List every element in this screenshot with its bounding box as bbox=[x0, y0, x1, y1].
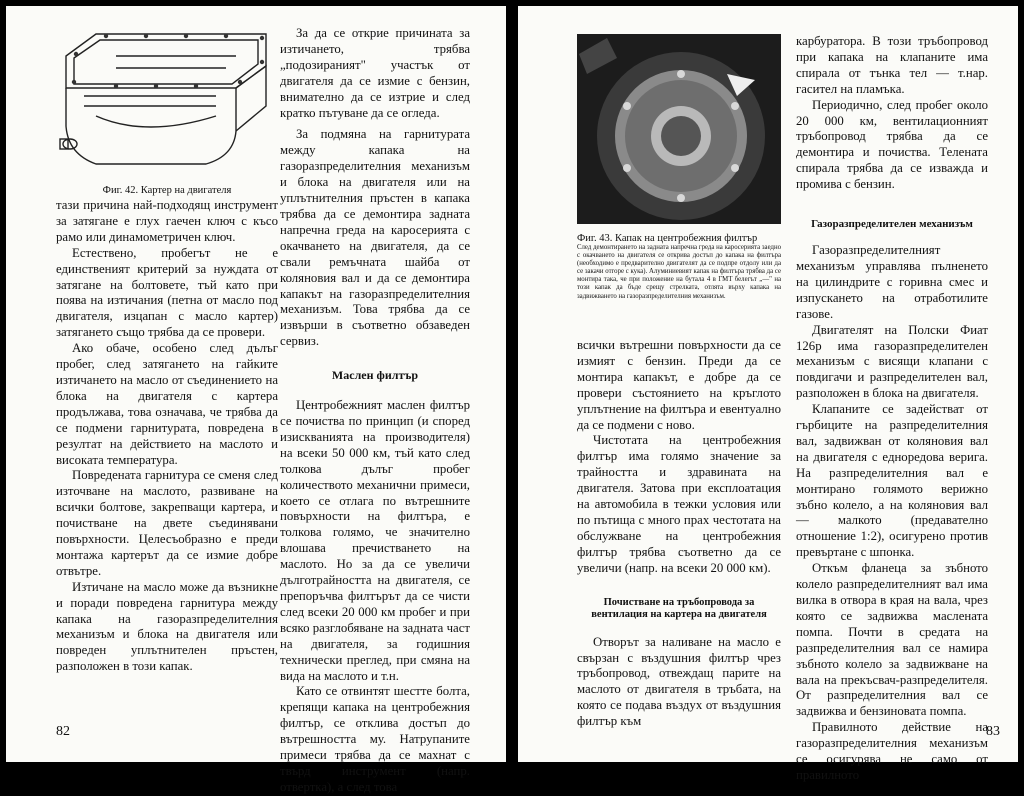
paragraph: Центробежният маслен филтър се почиства по принцип (и според изискванията на производителя) на всеки 50 000 км, тъй като след толкова дълъг пробег количеството механични примеси, което се отлага по вътрешните повърхности на филтъра, е толкова голямо, че значително влошава пречистването на маслото. Но за да се увеличи дълготрайността на двигателя, се препоръчва филтърът да се чисти след всеки 20 000 км пробег и при всяко разглобяване на задната част на двигателя, за годишния технически преглед, при смяна на вида на маслото и т.н. bbox=[280, 398, 470, 683]
oil-pan-illustration bbox=[56, 26, 278, 176]
paragraph: Като се отвинтят шестте болта, крепящи капака на центробежния филтър, се отклива достъп до вътрешността му. Натрупаните примеси трябва да се махнат с твърд инструмент (напр. отвертка), а след това bbox=[280, 684, 470, 794]
paragraph: Повредената гарнитура се сменя след източване на маслото, развиване на всички болтове, закрепващи картера, и почистване на двете съединявани повърхности. Целесъобразно е преди монтажа картерът да се измие добре отвътре. bbox=[56, 468, 278, 578]
paragraph: Ако обаче, особено след дълъг пробег, след затягането на гайките изтичането на масло от съединението на блока на двигателя с картера продължава, това означава, че трябва да се подмени гарнитурата, повредена в резултат на действието на маслото и високата температура. bbox=[56, 341, 278, 467]
figure-43-caption-body: След демонтирането на задната напречна греда на каросерията заедно с окачването на двигателя се открива достъп до капака на филтъра (необходимо е предварително двигателят да се подпре отдолу или да се закачи отгоре с кука). Алуминиевият капак на филтъра трябва да се монтира така, че при положение на бутала 4 в ГМТ белегът „—" на този капак да бъде срещу стрелката, отлята върху капака на задвижването на газоразпределителния механизъм. bbox=[577, 244, 781, 300]
paragraph: карбуратора. В този тръбопровод при капака на клапаните има спирала от тънка тел — т.нар. гасител на пламъка. bbox=[796, 34, 988, 96]
paragraph: За да се открие причината за изтичането, трябва „подозираният" участък от двигателя да се измие с бензин, внимателно да се изтрие и след кратко пътуване да се огледа. bbox=[280, 26, 470, 120]
figure-43-caption-title: Фиг. 43. Капак на центробежния филтър bbox=[577, 233, 758, 244]
section-heading-oil-filter: Маслен филтър bbox=[331, 368, 419, 383]
right-column-1 bbox=[577, 338, 781, 730]
paragraph: тази причина най-подходящ инструмент за затягане е глух гаечен ключ с късо рамо или динамометричен ключ. bbox=[56, 198, 278, 244]
paragraph: Газоразпределителният механизъм управлява пълненето на цилиндрите с горивна смес и изпускането на отработилите газове. bbox=[796, 243, 988, 321]
right-page bbox=[518, 6, 1018, 782]
left-page bbox=[6, 6, 506, 794]
paragraph: Отворът за наливане на масло е свързан с въздушния филтър чрез тръбопровод, отвеждащ парите на маслото от двигателя в тръбата, на която се подава въздух от въздушния филтър към bbox=[577, 634, 781, 729]
paragraph: Изтичане на масло може да възникне и поради повредена гарнитура между капака на газоразпределителния механизъм и блока на двигателя или повреден уплътнителен пръстен, разположен в този капак. bbox=[56, 579, 278, 674]
paragraph: Чистотата на центробежния филтър има голямо значение за трайността и здравината на двигателя. Затова при експлоатация на автомобила в тежки условия или по пътища с много прах честотата на обслужване на центробежния филтър трябва съответно да се увеличи (напр. на всеки 20 000 км). bbox=[577, 433, 781, 575]
paragraph: Периодично, след пробег около 20 000 км, вентилационният тръбопровод трябва да се демонтира и почиства. Телената спирала трябва да се изважда и промива с бензин. bbox=[796, 97, 988, 192]
page-number: 83 bbox=[986, 724, 1000, 739]
paragraph: Двигателят на Полски Фиат 126р има газоразпределителен механизъм с висящи клапани с повдигачи и разпределителен вал, разположен в блока на двигателя. bbox=[796, 322, 988, 401]
filter-cover-photo bbox=[577, 34, 781, 224]
figure-43-filter-cover bbox=[577, 34, 781, 301]
paragraph: Откъм фланеца за зъбното колело разпределителният вал има вилка в отвора в края на вала, чрез която се задвижва маслената помпа. Почти в средата на разпределителния вал се намира зъбното колело за задвижване на вала на прекъсвач-разпределителя. От разпределителния вал се задвижва и бензиновата помпа. bbox=[796, 561, 988, 719]
paragraph: Клапаните се задействат от гърбиците на разпределителния вал, задвижван от коляновия вал на двигателя с едноредова верига. На разпределителния вал е монтирано голямото верижно зъбно колело, а на коляновия вал — малкото (предавателно отношение 1:2), осигурено против превъртане с шпонка. bbox=[796, 402, 988, 560]
left-column-1 bbox=[56, 198, 278, 675]
paragraph: Естествено, пробегът не е единственият критерий за нуждата от затягане на болтовете, тъй като при поява на изтичания (петна от масло под двигателя, изцапан с масло картер) затягането също трябва да се провери. bbox=[56, 245, 278, 340]
section-heading-valve-train: Газоразпределителен механизъм bbox=[811, 218, 973, 231]
paragraph: За подмяна на гарнитурата между капака на газоразпределителния механизъм и блока на двигателя или на уплътнителния пръстен в капака трябва да се демонтира задната напречна греда на каросерията с окачването на двигателя, да се свали ремъчната шайба от коляновия вал и да се демонтира капакът на газоразпределителния механизъм. Това трябва да се извърши в съответно обзаведен сервиз. bbox=[280, 127, 470, 349]
section-heading-crankcase-ventilation: Почистване на тръбопровода за вентилация на картера на двигателя bbox=[591, 596, 767, 620]
right-column-2 bbox=[796, 34, 988, 784]
page-number: 82 bbox=[56, 724, 70, 739]
left-column-2 bbox=[280, 26, 470, 796]
figure-42-caption: Фиг. 42. Картер на двигателя bbox=[102, 185, 232, 196]
paragraph: всички вътрешни повърхности да се измият с бензин. Преди да се монтира капакът, е добре да се провери състоянието на кръглото уплътнение на филтъра и евентуално да се подмени с ново. bbox=[577, 338, 781, 432]
paragraph: Правилното действие на газоразпределителния механизъм се осигурява не само от правилното bbox=[796, 720, 988, 782]
figure-42-oil-pan bbox=[56, 26, 278, 196]
